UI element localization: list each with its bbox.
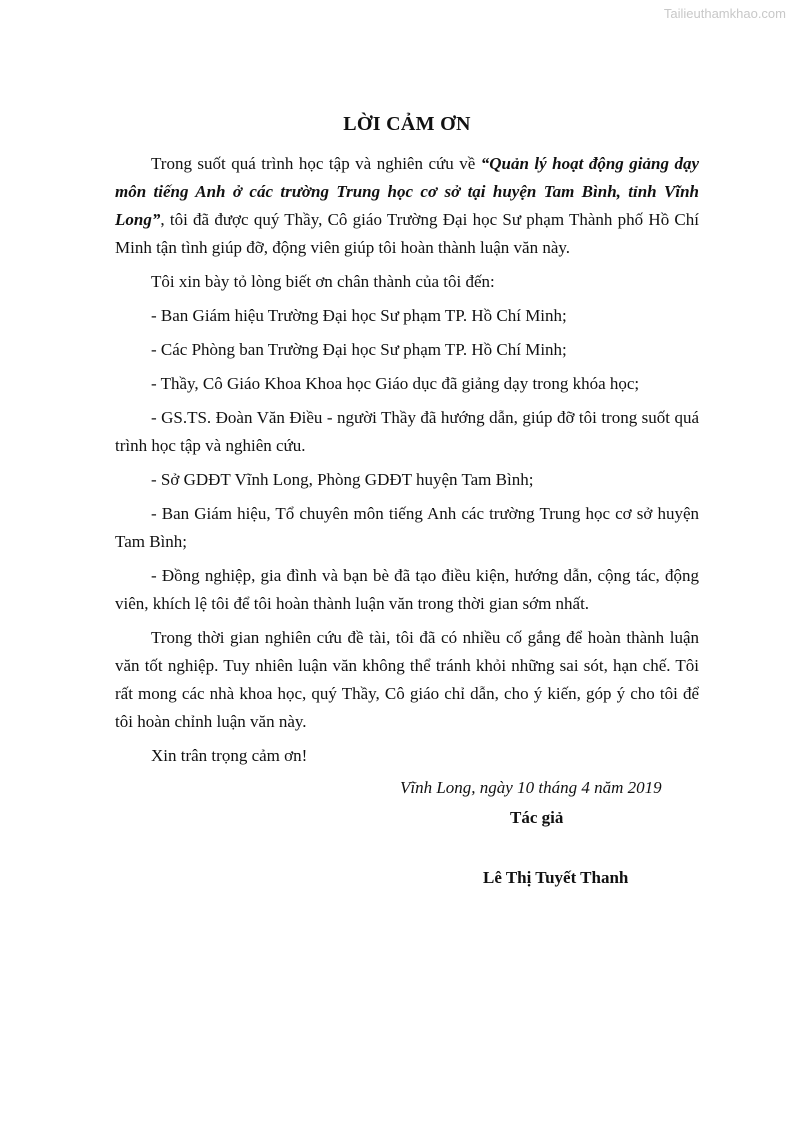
- list-item: - Ban Giám hiệu, Tổ chuyên môn tiếng Anh các trường Trung học cơ sở huyện Tam Bình;: [115, 504, 699, 551]
- closing-paragraph: Trong thời gian nghiên cứu đề tài, tôi đã có nhiều cố gắng để hoàn thành luận văn tốt nghiệp. Tuy nhiên luận văn không thể tránh khỏi những sai sót, hạn chế. Tôi rất mong các nhà khoa học, quý Thầy, Cô giáo chỉ dẫn, cho ý kiến, góp ý cho tôi để tôi hoàn chỉnh luận văn này.: [115, 628, 699, 731]
- document-page: [115, 113, 699, 904]
- intro-suffix: , tôi đã được quý Thầy, Cô giáo Trường Đại học Sư phạm Thành phố Hồ Chí Minh tận tình giúp đỡ, động viên giúp tôi hoàn thành luận văn này.: [115, 210, 699, 257]
- thanks-line: Xin trân trọng cảm ơn!: [151, 746, 308, 765]
- list-item: - GS.TS. Đoàn Văn Điều - người Thầy đã hướng dẫn, giúp đỡ tôi trong suốt quá trình học tập và nghiên cứu.: [115, 408, 699, 455]
- list-item: - Ban Giám hiệu Trường Đại học Sư phạm TP. Hồ Chí Minh;: [151, 306, 567, 325]
- signature-block: [115, 774, 699, 904]
- gratitude-intro: Tôi xin bày tỏ lòng biết ơn chân thành của tôi đến:: [151, 272, 495, 291]
- thesis-title: “Quản lý hoạt động giảng dạy môn tiếng Anh ở các trường Trung học cơ sở tại huyện Tam Bình, tỉnh Vĩnh Long”: [115, 154, 699, 229]
- list-item: - Đồng nghiệp, gia đình và bạn bè đã tạo điều kiện, hướng dẫn, cộng tác, động viên, khích lệ tôi để tôi hoàn thành luận văn trong thời gian sớm nhất.: [115, 566, 699, 613]
- list-item: - Sở GDĐT Vĩnh Long, Phòng GDĐT huyện Tam Bình;: [151, 470, 534, 489]
- intro-prefix: Trong suốt quá trình học tập và nghiên cứu về: [151, 154, 481, 173]
- signature-role: Tác giả: [510, 808, 564, 827]
- intro-paragraph: [115, 150, 699, 262]
- list-item: - Thầy, Cô Giáo Khoa Khoa học Giáo dục đã giảng dạy trong khóa học;: [151, 374, 640, 393]
- signature-name: Lê Thị Tuyết Thanh: [483, 868, 629, 887]
- watermark: Tailieuthamkhao.com: [663, 6, 786, 21]
- signature-date: Vĩnh Long, ngày 10 tháng 4 năm 2019: [400, 778, 662, 797]
- list-item: - Các Phòng ban Trường Đại học Sư phạm TP. Hồ Chí Minh;: [151, 340, 567, 359]
- page-title: LỜI CẢM ƠN: [343, 113, 471, 135]
